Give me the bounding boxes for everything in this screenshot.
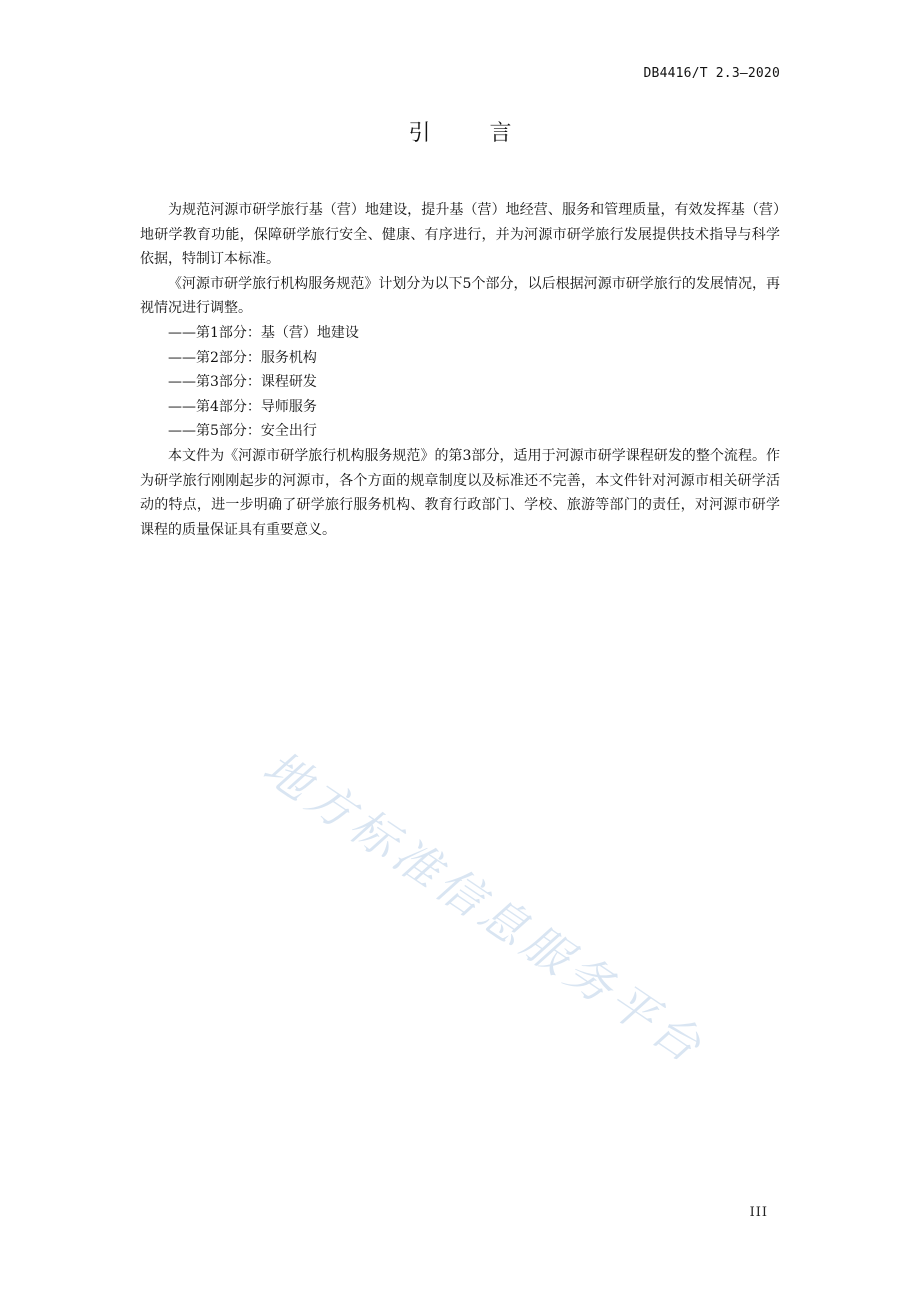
paragraph-scope: 本文件为《河源市研学旅行机构服务规范》的第3部分，适用于河源市研学课程研发的整个流程。作为研学旅行刚刚起步的河源市，各个方面的规章制度以及标准还不完善，本文件针对河源市相关研学活动的特点，进一步明确了研学旅行服务机构、教育行政部门、学校、旅游等部门的责任，对河源市研学课程的质量保证具有重要意义。 [140,447,780,538]
standard-code: DB4416/T 2.3—2020 [643,66,780,81]
page-number: III [749,1205,768,1220]
list-item-part-4: ——第4部分：导师服务 [168,398,317,415]
introduction-body [140,198,780,542]
list-item-part-5: ——第5部分：安全出行 [168,423,317,440]
paragraph-series-plan: 《河源市研学旅行机构服务规范》计划分为以下5个部分，以后根据河源市研学旅行的发展情况，再视情况进行调整。 [140,275,780,317]
list-item-part-1: ——第1部分：基（营）地建设 [168,324,359,341]
page-title: 引 言 [408,121,538,146]
paragraph-purpose: 为规范河源市研学旅行基（营）地建设，提升基（营）地经营、服务和管理质量，有效发挥基（营）地研学教育功能，保障研学旅行安全、健康、有序进行，并为河源市研学旅行发展提供技术指导与科学依据，特制订本标准。 [140,202,780,268]
list-item-part-2: ——第2部分：服务机构 [168,349,317,366]
watermark: 地方标准信息服务平台 [253,739,715,1076]
list-item-part-3: ——第3部分：课程研发 [168,374,317,391]
